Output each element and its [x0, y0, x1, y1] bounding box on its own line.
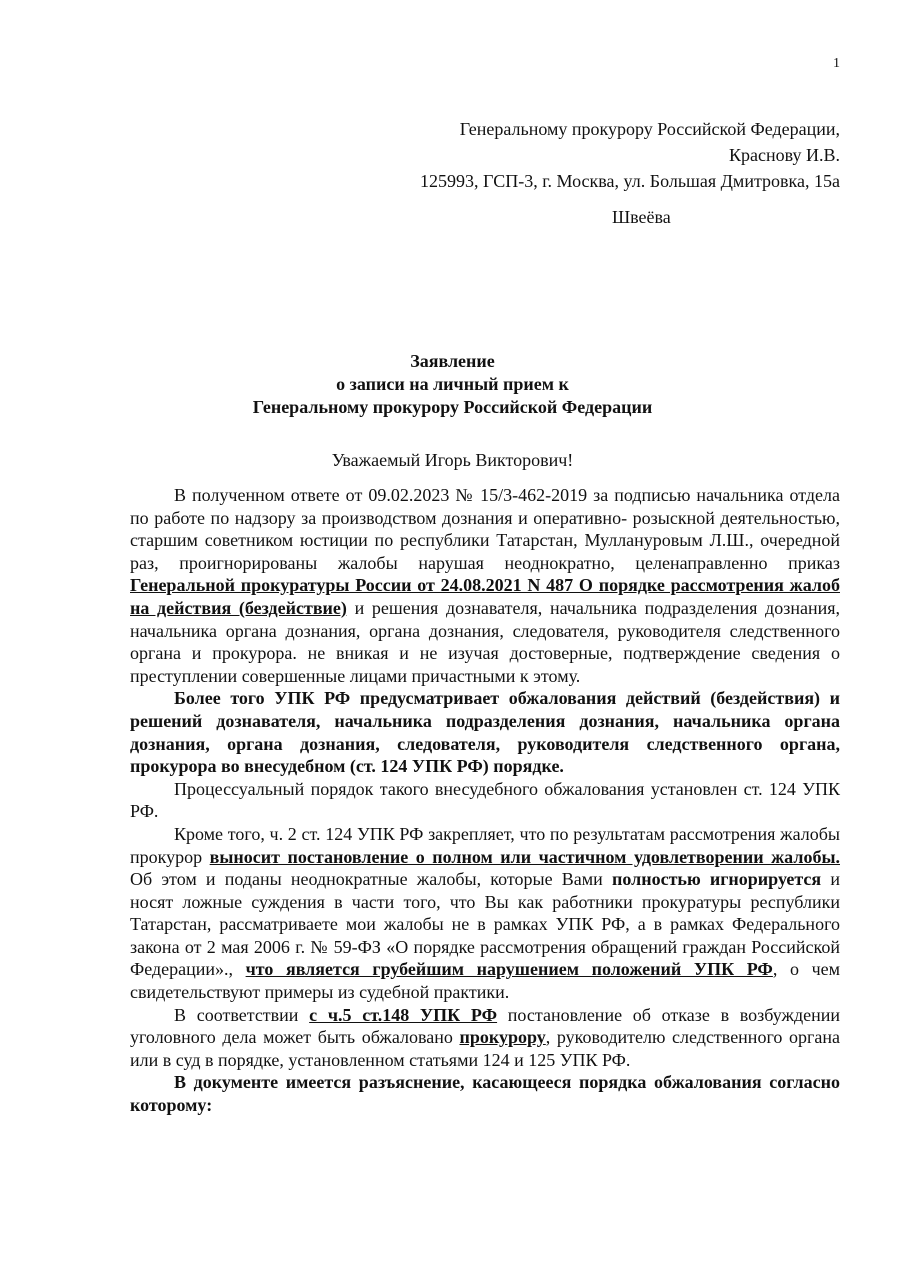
- p4-text-3: и носят ложные суждения в части того, что Вы как работники прокуратуры республики Татарстан, рассматриваете мои жалобы не в рамках УПК РФ, а в рамках Федерального закона от 2 мая 2006 г. № 59-ФЗ «О порядке рассмотрения обращений граждан Российской Федерации».,: [130, 869, 840, 980]
- p1-underlined-order-reference: Генеральной прокуратуры России от 24.08.2021 N 487 О порядке рассмотрения жалоб на действия (бездействие): [130, 575, 840, 618]
- addressee-line-1: Генеральному прокурору Российской Федерации,: [459, 119, 840, 139]
- paragraph-4: [130, 823, 840, 1004]
- p4-underlined-1: выносит постановление о полном или частичном удовлетворении жалобы.: [209, 846, 840, 867]
- p5-text-1: В соответствии: [174, 1004, 310, 1025]
- paragraph-5: [130, 1004, 840, 1072]
- author-name: Швеёва: [612, 207, 671, 227]
- p4-bold-1: полностью игнорируется: [611, 869, 822, 890]
- paragraph-3: Процессуальный порядок такого внесудебного обжалования установлен ст. 124 УПК РФ.: [130, 778, 840, 822]
- p4-text-4: , о чем свидетельствуют примеры из судебной практики.: [130, 959, 840, 1003]
- title-line-1: Заявление: [410, 351, 495, 371]
- document-title: [0, 350, 905, 419]
- page-number: 1: [833, 56, 840, 71]
- paragraph-1: [130, 484, 840, 687]
- p5-underlined-2: прокурору: [459, 1027, 546, 1048]
- document-body: [130, 484, 840, 1117]
- p4-text-1: Кроме того, ч. 2 ст. 124 УПК РФ закрепляет, что по результатам рассмотрения жалобы прокурор: [130, 823, 840, 867]
- p4-text-2: Об этом и поданы неоднократные жалобы, которые Вами: [130, 869, 612, 890]
- p5-text-2: постановление об отказе в возбуждении уголовного дела может быть обжаловано: [130, 1004, 840, 1048]
- addressee-line-2: Краснову И.В.: [728, 145, 840, 165]
- p5-underlined-1: с ч.5 ст.148 УПК РФ: [309, 1004, 498, 1025]
- paragraph-2: Более того УПК РФ предусматривает обжалования действий (бездействия) и решений дознавателя, начальника подразделения дознания, начальника органа дознания, органа дознания, следователя, руководителя следственного органа, прокурора во внесудебном (ст. 124 УПК РФ) порядке.: [130, 688, 840, 777]
- addressee-line-3: 125993, ГСП-3, г. Москва, ул. Большая Дмитровка, 15а: [420, 171, 840, 191]
- p1-text-1: В полученном ответе от 09.02.2023 № 15/3-462-2019 за подписью начальника отдела по работе по надзору за производством дознания и оперативно- розыскной деятельностью, старшим советником юстиции по республики Татарстан, Муллануровым Л.Ш., очередной раз, проигнорированы жалобы нарушая неоднократно, целенаправленно приказ: [130, 485, 840, 573]
- p5-text-3: , руководителю следственного органа или в суд в порядке, установленном статьями 124 и 125 УПК РФ.: [130, 1027, 840, 1070]
- addressee-block: [420, 116, 840, 194]
- greeting: Уважаемый Игорь Викторович!: [331, 450, 574, 470]
- title-line-3: Генеральному прокурору Российской Федерации: [252, 397, 653, 417]
- p1-text-2: и решения дознавателя, начальника подразделения дознания, начальника органа дознания, органа дознания, следователя, руководителя следственного органа и прокурора. не вникая и не изучая достоверные, подтверждение сведения о преступлении совершенные лицами причастными к этому.: [130, 597, 840, 686]
- paragraph-6: В документе имеется разъяснение, касающееся порядка обжалования согласно которому:: [130, 1072, 840, 1116]
- p4-underlined-2: что является грубейшим нарушением положений УПК РФ: [245, 959, 773, 980]
- title-line-2: о записи на личный прием к: [336, 374, 569, 394]
